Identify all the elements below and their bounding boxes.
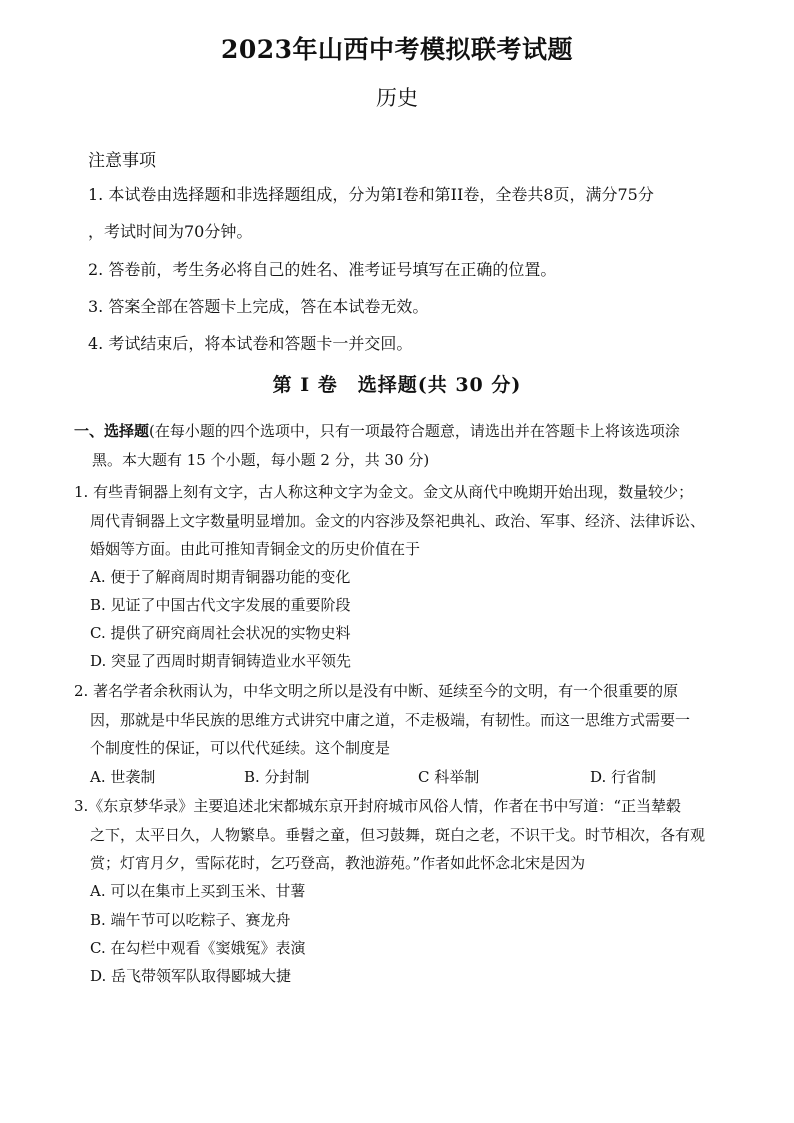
question-1-option-a: A. 便于了解商周时期青铜器功能的变化 xyxy=(90,568,351,586)
section-instruction-line-2: 黑。本大题有 15 个小题，每小题 2 分，共 30 分) xyxy=(92,451,430,469)
question-1-line-2: 周代青铜器上文字数量明显增加。金文的内容涉及祭祀典礼、政治、军事、经济、法律诉讼、 xyxy=(90,512,706,530)
question-3-option-c: C. 在勾栏中观看《窦娥冤》表演 xyxy=(90,939,306,957)
question-2-line-1: 2. 著名学者余秋雨认为，中华文明之所以是没有中断、延续至今的文明，有一个很重要的原 xyxy=(74,682,679,700)
notice-heading: 注意事项 xyxy=(88,151,156,171)
question-1-option-c: C. 提供了研究商周社会状况的实物史料 xyxy=(90,624,351,642)
notice-item-3: 3. 答案全部在答题卡上完成，答在本试卷无效。 xyxy=(88,297,429,316)
question-3-option-b: B. 端午节可以吃粽子、赛龙舟 xyxy=(90,911,291,929)
question-1-option-b: B. 见证了中国古代文字发展的重要阶段 xyxy=(90,596,351,614)
question-3-line-2: 之下，太平日久，人物繁阜。垂髫之童，但习鼓舞，斑白之老，不识干戈。时节相次，各有观 xyxy=(90,826,706,844)
question-2-option-b: B. 分封制 xyxy=(244,768,310,786)
question-3-line-1: 3.《东京梦华录》主要追述北宋都城东京开封府城市风俗人情，作者在书中写道：“正当辇毂 xyxy=(74,797,681,815)
subject-title: 历史 xyxy=(376,86,418,110)
question-1-option-d: D. 突显了西周时期青铜铸造业水平领先 xyxy=(90,652,352,670)
question-2-option-d: D. 行省制 xyxy=(590,768,657,786)
exam-title: 2023年山西中考模拟联考试题 xyxy=(220,35,574,64)
section-instruction-text: (在每小题的四个选项中，只有一项最符合题意，请选出并在答题卡上将该选项涂 xyxy=(149,422,680,440)
notice-item-2: 2. 答卷前，考生务必将自己的姓名、准考证号填写在正确的位置。 xyxy=(88,260,557,279)
question-2-option-c: C 科举制 xyxy=(418,768,480,786)
section-instruction-label: 一、选择题 xyxy=(74,422,150,440)
question-3-option-a: A. 可以在集市上买到玉米、甘薯 xyxy=(90,882,306,900)
question-3-line-3: 赏；灯宵月夕，雪际花时，乞巧登高，教池游苑。”作者如此怀念北宋是因为 xyxy=(90,854,586,872)
notice-item-1-line-2: ，考试时间为70分钟。 xyxy=(88,222,253,241)
question-2-line-2: 因，那就是中华民族的思维方式讲究中庸之道，不走极端，有韧性。而这一思维方式需要一 xyxy=(90,711,691,729)
question-3-option-d: D. 岳飞带领军队取得郾城大捷 xyxy=(90,967,292,985)
question-2-option-a: A. 世袭制 xyxy=(90,768,156,786)
notice-item-4: 4. 考试结束后，将本试卷和答题卡一并交回。 xyxy=(88,334,413,353)
notice-item-1-line-1: 1. 本试卷由选择题和非选择题组成，分为第I卷和第II卷，全卷共8页，满分75分 xyxy=(88,185,654,204)
question-2-line-3: 个制度性的保证，可以代代延续。这个制度是 xyxy=(90,739,391,757)
question-1-line-1: 1. 有些青铜器上刻有文字，古人称这种文字为金文。金文从商代中晚期开始出现，数量较少； xyxy=(74,483,694,501)
section-instruction-line-1 xyxy=(74,420,680,441)
question-1-line-3: 婚姻等方面。由此可推知青铜金文的历史价值在于 xyxy=(90,540,421,558)
section-title: 第 I 卷 选择题(共 30 分) xyxy=(272,374,522,396)
